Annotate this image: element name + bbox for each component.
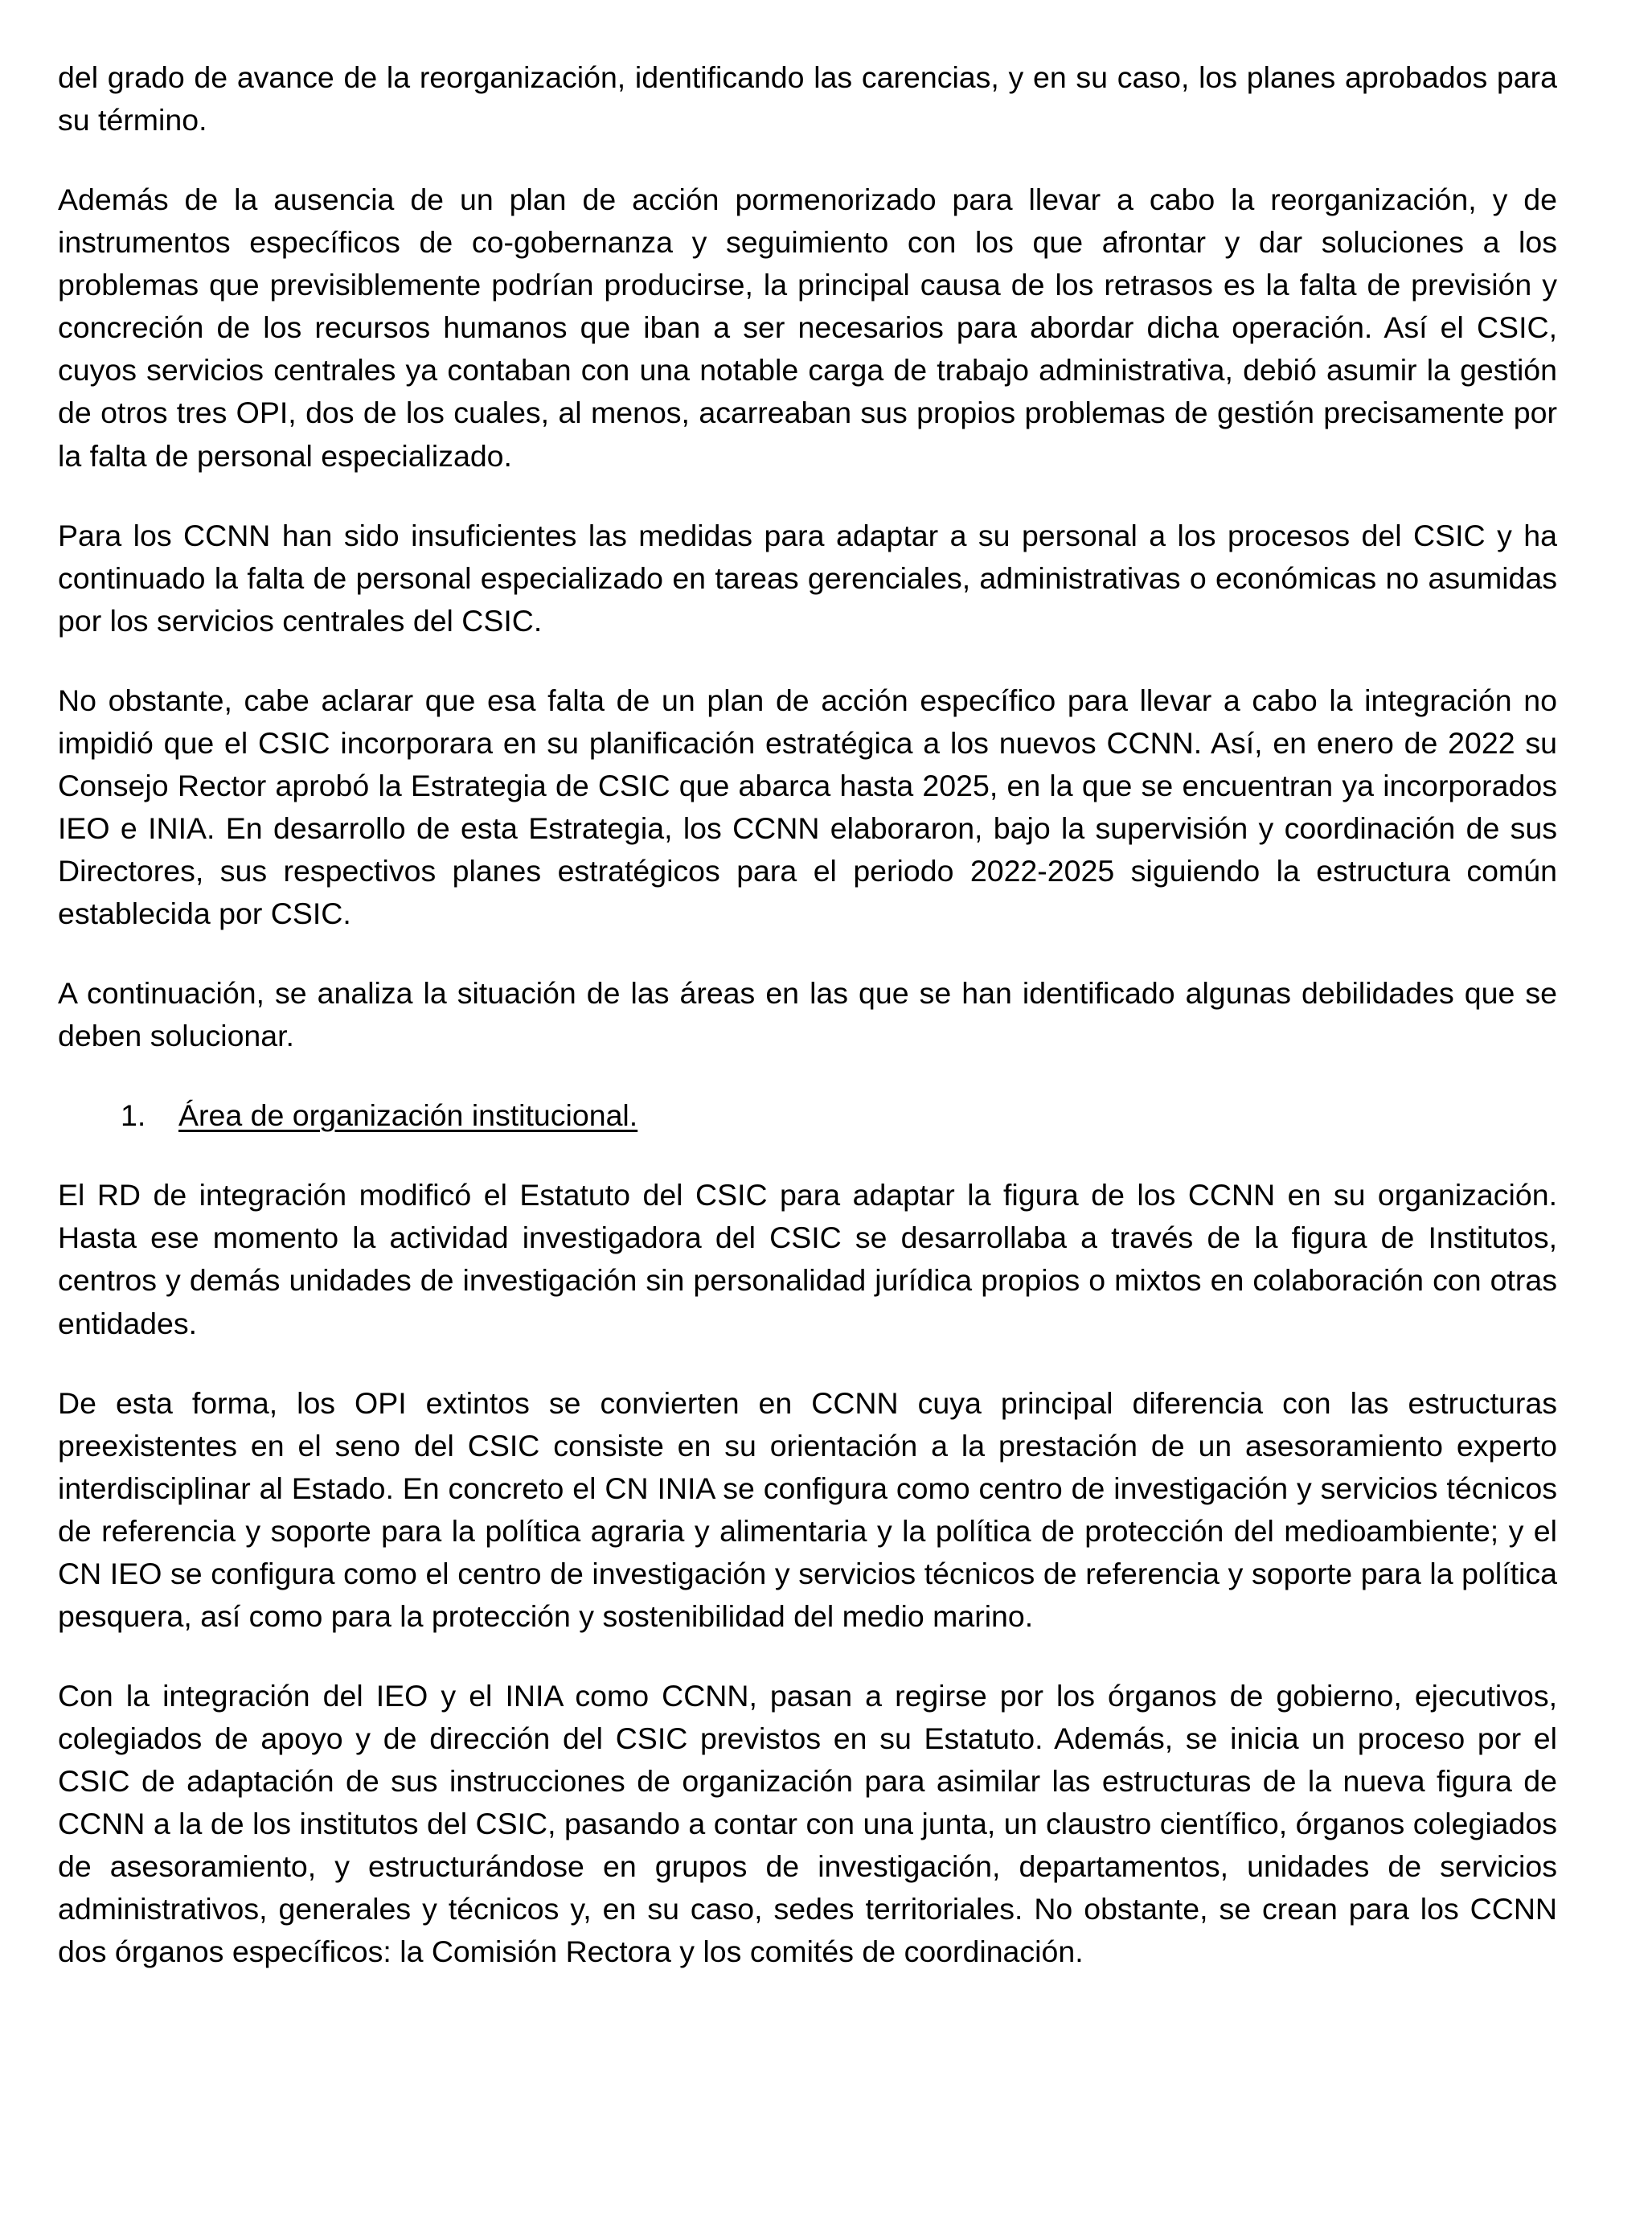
paragraph-ausencia-plan-accion: Además de la ausencia de un plan de acción pormenorizado para llevar a cabo la reorganización, y de instrumentos específicos de co-gobernanza y seguimiento con los que afrontar y dar soluciones a los problemas que previsiblemente podrían producirse, la principal causa de los retrasos es la falta de previsión y concreción de los recursos humanos que iban a ser necesarios para abordar dicha operación. Así el CSIC, cuyos servicios centrales ya contaban con una notable carga de trabajo administrativa, debió asumir la gestión de otros tres OPI, dos de los cuales, al menos, acarreaban sus propios problemas de gestión precisamente por la falta de personal especializado. [58,183,1557,473]
numbered-list [58,1094,1557,1137]
paragraph-continuation: del grado de avance de la reorganización, identificando las carencias, y en su caso, los planes aprobados para su término. [58,60,1557,137]
list-item [58,1094,1557,1137]
paragraph-no-obstante-estrategia: No obstante, cabe aclarar que esa falta de un plan de acción específico para llevar a cabo la integración no impidió que el CSIC incorporara en su planificación estratégica a los nuevos CCNN. Así, en enero de 2022 su Consejo Rector aprobó la Estrategia de CSIC que abarca hasta 2025, en la que se encuentran ya incorporados IEO e INIA. En desarrollo de esta Estrategia, los CCNN elaboraron, bajo la supervisión y coordinación de sus Directores, sus respectivos planes estratégicos para el periodo 2022-2025 siguiendo la estructura común establecida por CSIC. [58,683,1557,931]
paragraph-ccnn-medidas: Para los CCNN han sido insuficientes las medidas para adaptar a su personal a los procesos del CSIC y ha continuado la falta de personal especializado en tareas gerenciales, administrativas o económicas no asumidas por los servicios centrales del CSIC. [58,518,1557,638]
paragraph-con-la-integracion: Con la integración del IEO y el INIA como CCNN, pasan a regirse por los órganos de gobierno, ejecutivos, colegiados de apoyo y de dirección del CSIC previstos en su Estatuto. Además, se inicia un proceso por el CSIC de adaptación de sus instrucciones de organización para asimilar las estructuras de la nueva figura de CCNN a la de los institutos del CSIC, pasando a contar con una junta, un claustro científico, órganos colegiados de asesoramiento, y estructurándose en grupos de investigación, departamentos, unidades de servicios administrativos, generales y técnicos y, en su caso, sedes territoriales. No obstante, se crean para los CCNN dos órganos específicos: la Comisión Rectora y los comités de coordinación. [58,1678,1557,1969]
paragraph-a-continuacion: A continuación, se analiza la situación de las áreas en las que se han identificado algunas debilidades que se deben solucionar. [58,976,1557,1053]
list-item-label: Área de organización institucional. [178,1098,638,1133]
paragraph-rd-integracion: El RD de integración modificó el Estatuto del CSIC para adaptar la figura de los CCNN en su organización. Hasta ese momento la actividad investigadora del CSIC se desarrollaba a través de la figura de Institutos, centros y demás unidades de investigación sin personalidad jurídica propios o mixtos en colaboración con otras entidades. [58,1178,1557,1340]
paragraph-de-esta-forma: De esta forma, los OPI extintos se convierten en CCNN cuya principal diferencia con las estructuras preexistentes en el seno del CSIC consiste en su orientación a la prestación de un asesoramiento experto interdisciplinar al Estado. En concreto el CN INIA se configura como centro de investigación y servicios técnicos de referencia y soporte para la política agraria y alimentaria y la política de protección del medioambiente; y el CN IEO se configura como el centro de investigación y servicios técnicos de referencia y soporte para la política pesquera, así como para la protección y sostenibilidad del medio marino. [58,1385,1557,1633]
document-body [58,56,1557,1973]
list-item-number: 1. [121,1098,146,1133]
